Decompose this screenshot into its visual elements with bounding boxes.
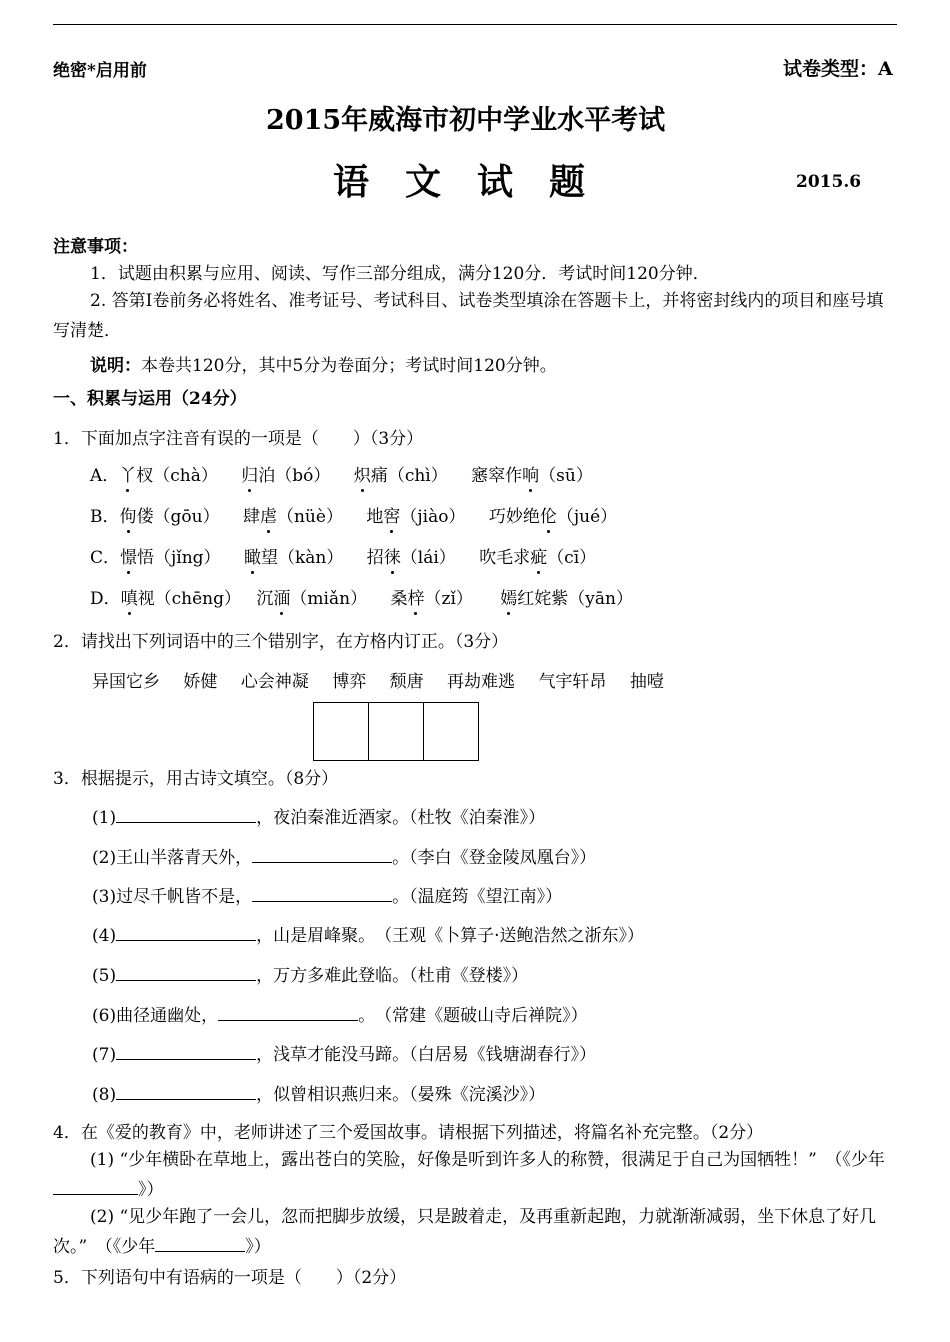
q2-word: 颓唐: [389, 672, 424, 692]
dotted-char: 佝: [119, 507, 137, 527]
fill-blank[interactable]: [252, 847, 392, 863]
notice-note: [90, 351, 557, 376]
note-text: 本卷共120分，其中5分为卷面分；考试时间120分钟。: [141, 356, 557, 376]
q1-stem: 1．下面加点字注音有误的一项是（ ）（3分）: [53, 429, 424, 449]
fill-blank[interactable]: [116, 1044, 256, 1060]
q4-stem: 4．在《爱的教育》中，老师讲述了三个爱国故事。请根据下列描述，将篇名补充完整。（2分）: [53, 1123, 764, 1143]
q3-line-6: (6)曲径通幽处， 。 （常建《题破山寺后禅院》）: [92, 1006, 588, 1026]
q4-passage-1: (1) “少年横卧在草地上，露出苍白的笑脸，好像是听到许多人的称赞，很满足于自己为国牺牲！” （《少年》）: [53, 1145, 898, 1205]
fill-blank[interactable]: [116, 925, 256, 941]
q1-option-c: C．憬悟（jǐng） 瞰望（kàn） 招徕（lái） 吹毛求疵（cī）: [90, 548, 597, 568]
q1-option-b: B．佝偻（gōu） 肆虐（nüè） 地窖（jiào） 巧妙绝伦（jué）: [90, 507, 618, 527]
q2-word: 异国它乡: [92, 672, 160, 692]
q4-passage-2: (2) “见少年跑了一会儿，忽而把脚步放缓，只是跛着走，及再重新起跑，力就渐渐减弱，坐下休息了好几次。” （《少年 》）: [53, 1207, 877, 1257]
confidential-label: 绝密*启用前: [53, 61, 147, 81]
dotted-char: 嗔: [120, 589, 138, 609]
dotted-char: 憬: [120, 548, 138, 568]
q2-word: 抽噎: [629, 672, 664, 692]
note-label: 说明：: [90, 356, 141, 376]
q3-line-5: (5) ，万方多难此登临。（杜甫《登楼》）: [92, 966, 529, 986]
q2-word-list: [92, 667, 664, 692]
dotted-char: 虐: [259, 507, 277, 527]
dotted-char: 响: [522, 466, 540, 486]
q2-word: 气宇轩昂: [538, 672, 607, 692]
answer-box[interactable]: [314, 703, 369, 760]
notice-item-2: 2. 答第Ⅰ卷前务必将姓名、准考证号、考试科目、试卷类型填涂在答题卡上，并将密封线内的项目和座号填写清楚．: [53, 291, 884, 341]
paper-type-label: 试卷类型：A: [783, 58, 893, 80]
q2-word: 再劫难逃: [447, 672, 516, 692]
dotted-char: 瞰: [243, 548, 261, 568]
dotted-char: 徕: [383, 548, 401, 568]
exam-date: 2015.6: [796, 172, 862, 192]
q1-option-a: A．丫杈（chà） 归泊（bó） 炽痛（chì） 窸窣作响（sū）: [90, 466, 593, 486]
q3-line-4: (4) ，山是眉峰聚。 （王观《卜算子·送鲍浩然之浙东》）: [92, 926, 644, 946]
dotted-char: 伦: [539, 507, 557, 527]
section-heading: 一、积累与运用（24分）: [53, 389, 247, 409]
q3-line-7: (7) ，浅草才能没马蹄。（白居易《钱塘湖春行》）: [92, 1045, 597, 1065]
top-rule: [53, 24, 897, 25]
dotted-char: 疵: [530, 548, 548, 568]
q3-line-3: (3)过尽千帆皆不是， 。（温庭筠《望江南》）: [92, 887, 563, 907]
subject-title: 语 文 试 题: [333, 161, 586, 203]
q5-stem: 5．下列语句中有语病的一项是（ ）（2分）: [53, 1268, 407, 1288]
q2-stem: 2．请找出下列词语中的三个错别字，在方格内订正。（3分）: [53, 632, 509, 652]
answer-box[interactable]: [424, 703, 478, 760]
q2-word: 娇健: [183, 672, 218, 692]
q3-line-1: (1) ，夜泊秦淮近酒家。（杜牧《泊秦淮》）: [92, 808, 546, 828]
q2-answer-boxes: [313, 702, 479, 761]
notice-heading: 注意事项：: [53, 237, 138, 257]
q2-word: 博弈: [332, 672, 367, 692]
fill-blank[interactable]: [252, 886, 392, 902]
dotted-char: 梓: [407, 589, 425, 609]
dotted-char: 归: [241, 466, 259, 486]
q3-line-8: (8) ，似曾相识燕归来。（晏殊《浣溪沙》）: [92, 1085, 546, 1105]
q1-option-d: D．嗔视（chēng） 沉湎（miǎn） 桑梓（zǐ） 嫣红姹紫（yān）: [90, 589, 633, 609]
fill-blank[interactable]: [218, 1005, 358, 1021]
fill-blank[interactable]: [116, 965, 256, 981]
fill-blank[interactable]: [116, 1084, 256, 1100]
dotted-char: 丫: [119, 466, 137, 486]
fill-blank[interactable]: [116, 807, 256, 823]
q3-line-2: (2)王山半落青天外， 。（李白《登金陵凤凰台》）: [92, 848, 597, 868]
fill-blank[interactable]: [155, 1236, 245, 1252]
dotted-char: 炽: [353, 466, 371, 486]
dotted-char: 湎: [273, 589, 291, 609]
fill-blank[interactable]: [53, 1179, 138, 1195]
dotted-char: 窖: [383, 507, 401, 527]
dotted-char: 嫣: [500, 589, 518, 609]
exam-title: 2015年威海市初中学业水平考试: [266, 105, 666, 136]
answer-box[interactable]: [369, 703, 424, 760]
notice-item-1: 1．试题由积累与应用、阅读、写作三部分组成，满分120分．考试时间120分钟．: [90, 264, 710, 284]
q2-word: 心会神凝: [240, 672, 309, 692]
q3-stem: 3．根据提示，用古诗文填空。（8分）: [53, 769, 339, 789]
